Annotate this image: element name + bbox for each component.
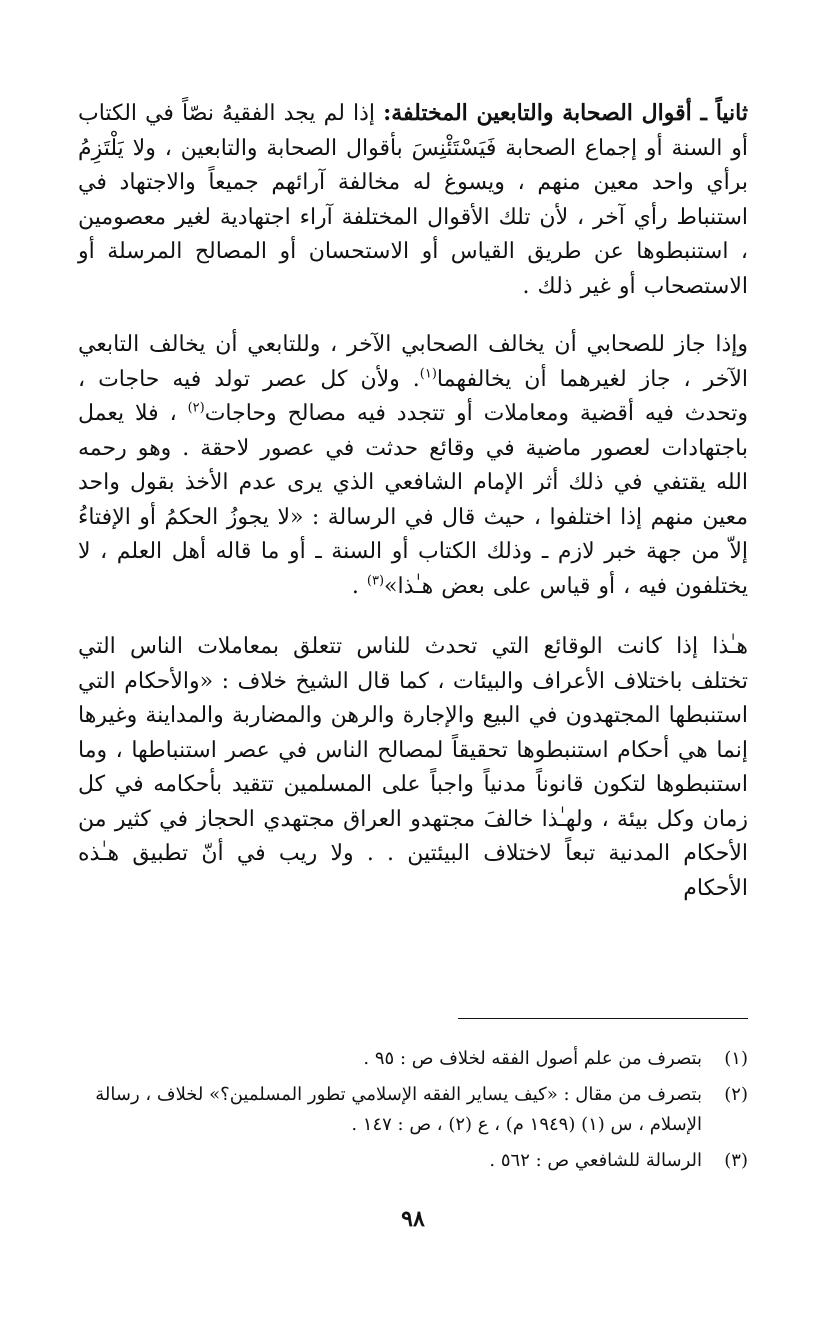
section-heading: ثانياً ـ أقوال الصحابة والتابعين المختلفة: [383,100,748,126]
footnote-ref-2[interactable]: (٢) [187,400,205,416]
footnote-2 [78,1080,748,1140]
paragraph-2-text-b: . ولأن كل عصر تولد فيه حاجات ، وتحدث فيه أقضية ومعاملات أو تتجدد فيه مصالح وحاجات [78,366,748,426]
paragraph-2-text-d: . [351,573,367,599]
footnote-text: الرسالة للشافعي ص : ٥٦٢ . [489,1150,702,1171]
paragraph-2-text-c: ، فلا يعمل باجتهادات لعصور ماضية في وقائع حدثت في عصور لاحقة . وهو رحمه الله يقتفي في ذلك أثر الإمام الشافعي الذي يرى عدم الأخذ بقول واحد معين منهم إذا اختلفوا ، حيث قال في الرسالة : «لا يجوزُ الحكمُ أو الإفتاءُ إلاّ من جهة خبر لازم ـ وذلك الكتاب أو السنة ـ أو ما قاله أهل العلم ، لا يختلفون فيه ، أو قياس على بعض هـٰذا» [78,401,748,599]
book-page [78,96,748,1296]
paragraph-3 [78,630,748,906]
footnote-1 [78,1044,748,1074]
paragraph-1-text: إذا لم يجد الفقيهُ نصّاً في الكتاب أو السنة أو إجماع الصحابة فَيَسْتَئْنِسَ بأقوال الصحابة والتابعين ، ولا يَلْتَزِمُ برأي واحد معين منهم ، ويسوغ له مخالفة آرائهم جميعاً والاجتهاد في استنباط رأي آخر ، لأن تلك الأقوال المختلفة آراء اجتهادية لغير معصومين ، استنبطوها عن طريق القياس أو الاستحسان أو المصالح المرسلة أو الاستصحاب أو غير ذلك . [78,101,748,299]
footnote-text: بتصرف من مقال : «كيف يساير الفقه الإسلامي تطور المسلمين؟» لخلاف ، رسالة الإسلام ، س (١) (١٩٤٩ م) ، ع (٢) ، ص : ١٤٧ . [95,1084,702,1135]
footnote-ref-3[interactable]: (٣) [366,573,385,589]
paragraph-1 [78,96,748,304]
paragraph-2 [78,328,748,604]
paragraph-3-text: هـٰذا إذا كانت الوقائع التي تحدث للناس تتعلق بمعاملات الناس التي تختلف باختلاف الأعراف والبيئات ، كما قال الشيخ خلاف : «والأحكام التي استنبطها المجتهدون في البيع والإجارة والرهن والمضاربة والمداينة وغيرها إنما هي أحكام استنبطوها تحقيقاً لمصالح الناس في عصر استنباطها ، وما استنبطوها لتكون قانوناً مدنياً واجباً على المسلمين تتقيد بأحكامه في كل زمان وكل بيئة ، ولهـٰذا خالفَ مجتهدو العراق مجتهدي الحجاز في كثير من الأحكام المدنية تبعاً لاختلاف البيئتين . . ولا ريب في أنّ تطبيق هـٰذه الأحكام [78,634,748,901]
page-number: ٩٨ [401,1206,425,1232]
footnote-text: بتصرف من علم أصول الفقه لخلاف ص : ٩٥ . [363,1048,702,1069]
footnotes [78,1044,748,1182]
footnote-number: (١) [724,1048,748,1069]
footnote-number: (٢) [724,1084,748,1105]
paragraph-2-text-a: وإذا جاز للصحابي أن يخالف الصحابي الآخر ، وللتابعي أن يخالف التابعي الآخر ، جاز لغيرهما أن يخالفهما [78,332,749,392]
footnote-number: (٣) [724,1150,748,1171]
footnote-3 [78,1146,748,1176]
footnote-divider [458,1018,748,1019]
footnote-ref-1[interactable]: (١) [419,366,437,382]
